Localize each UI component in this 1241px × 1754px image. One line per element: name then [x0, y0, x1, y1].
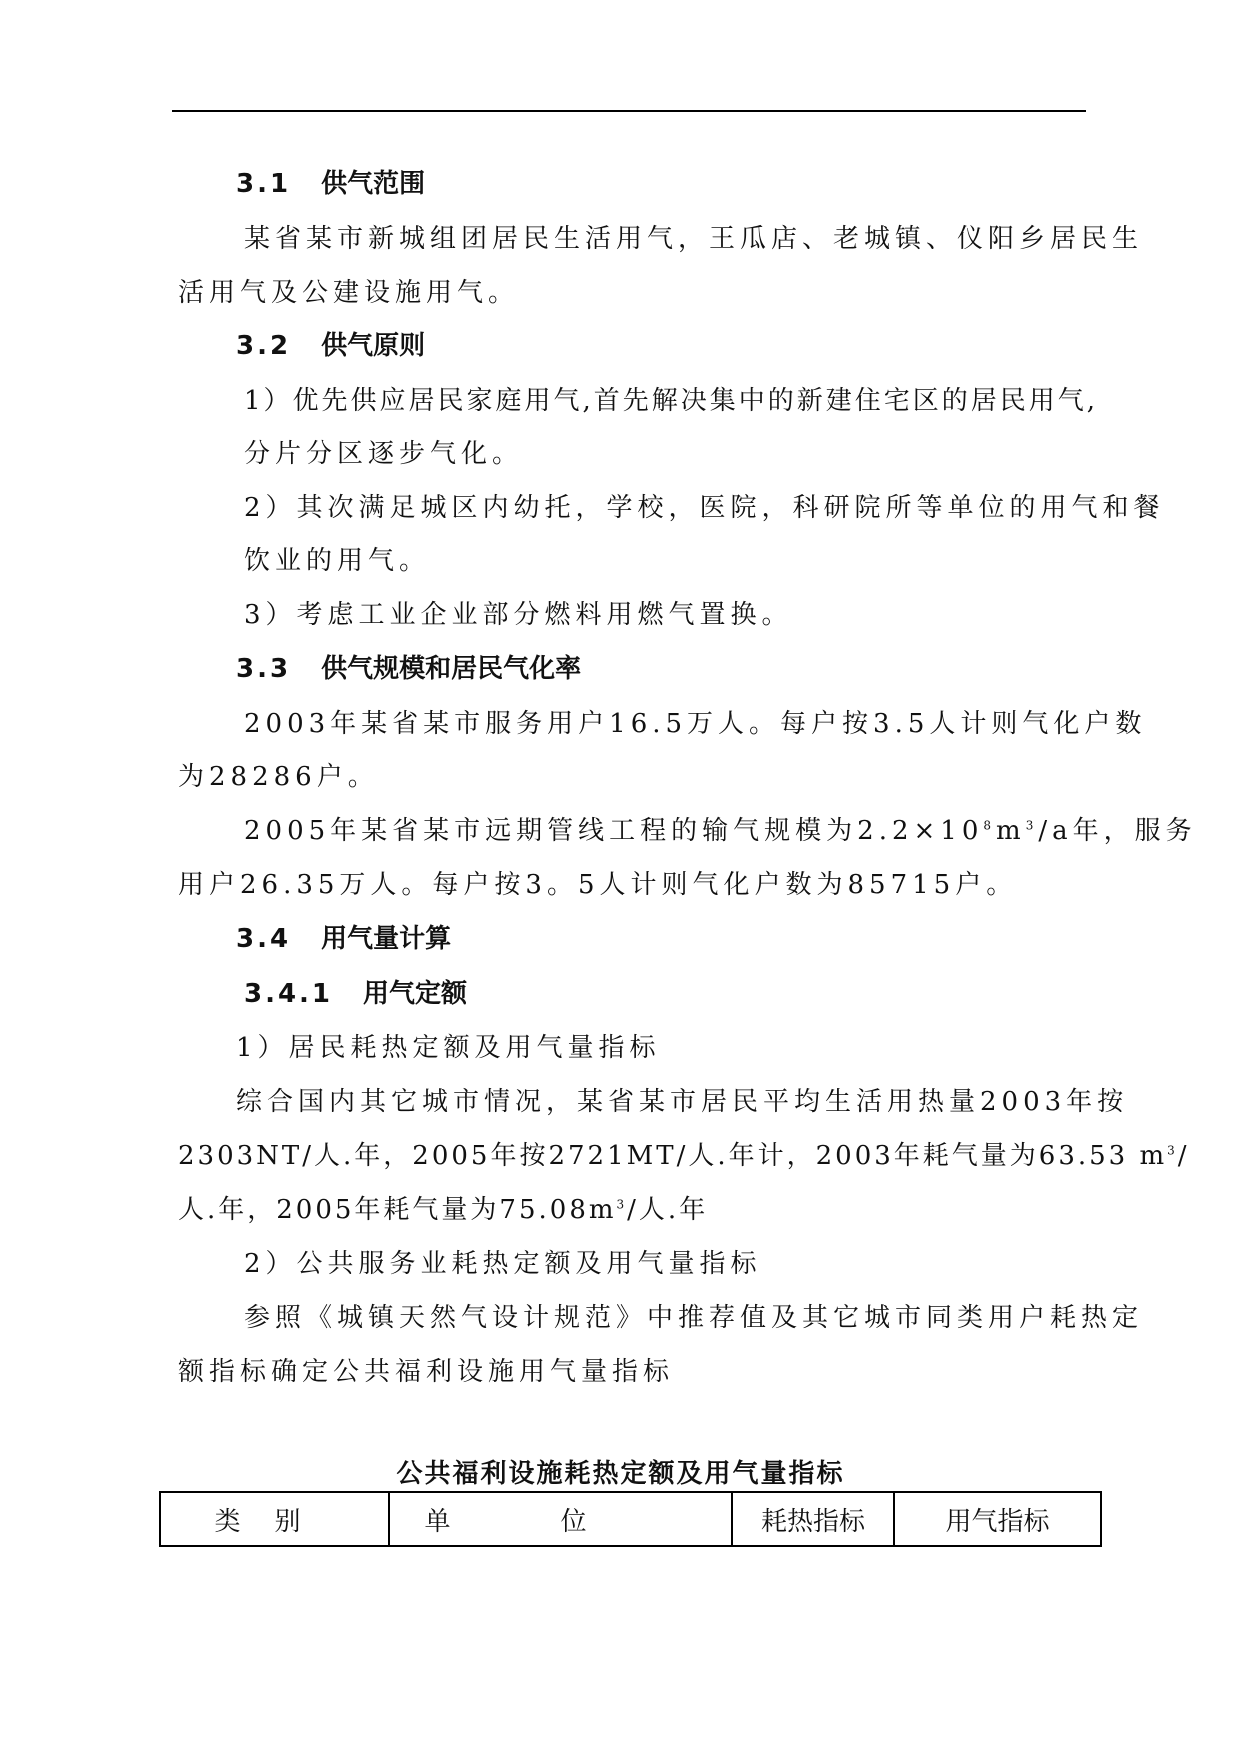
list-item-continuation: 分片分区逐步气化。 — [244, 439, 524, 469]
header-cell-category: 类别 — [160, 1492, 389, 1546]
list-item: 3）考虑工业企业部分燃料用燃气置换。 — [244, 600, 793, 630]
section-number: 3.3 — [236, 654, 292, 684]
subheading: 2）公共服务业耗热定额及用气量指标 — [244, 1249, 762, 1279]
section-title: 供气范围 — [321, 169, 426, 199]
list-item: 2）其次满足城区内幼托，学校，医院，科研院所等单位的用气和餐 — [244, 493, 1165, 523]
paragraph-line: 人.年，2005年耗气量为$75.08m^3/$人.年 — [178, 1195, 709, 1225]
paragraph-line: 某省某市新城组团居民生活用气，王瓜店、老城镇、仪阳乡居民生 — [244, 224, 1144, 254]
paragraph-line: 2005年某省某市远期管线工程的输气规模为$2.2\times 10^8m^3/a$年，服务 — [244, 816, 1197, 846]
section-title: 用气定额 — [363, 979, 468, 1009]
section-3-3-heading — [236, 648, 581, 685]
section-3-2-heading — [236, 325, 425, 362]
superscript: 3 — [1167, 1143, 1178, 1158]
subheading: 1）居民耗热定额及用气量指标 — [236, 1033, 661, 1063]
section-title: 供气原则 — [321, 331, 426, 361]
header-cell-gas-index: 用气指标 — [894, 1492, 1101, 1546]
section-title: 供气规模和居民气化率 — [321, 654, 582, 684]
section-title: 用气量计算 — [321, 924, 452, 954]
superscript: 3 — [616, 1197, 628, 1212]
paragraph-line: 参照《城镇天然气设计规范》中推荐值及其它城市同类用户耗热定 — [244, 1303, 1144, 1333]
table-header-row — [160, 1492, 1101, 1546]
consumption-table — [159, 1491, 1102, 1547]
paragraph-line: 用户26.35万人。每户按3。5人计则气化户数为85715户。 — [178, 870, 1018, 900]
table-caption: 公共福利设施耗热定额及用气量指标 — [396, 1459, 845, 1489]
paragraph-line: 综合国内其它城市情况，某省某市居民平均生活用热量2003年按 — [236, 1087, 1129, 1117]
list-item-continuation: 饮业的用气。 — [244, 546, 431, 576]
list-item: 1）优先供应居民家庭用气,首先解决集中的新建住宅区的居民用气, — [244, 386, 1099, 416]
section-number: 3.1 — [236, 169, 292, 199]
paragraph-line: 为28286户。 — [178, 762, 379, 792]
paragraph-line: 额指标确定公共福利设施用气量指标 — [178, 1357, 675, 1387]
paragraph-line: 2003年某省某市服务用户16.5万人。每户按3.5人计则气化户数 — [244, 709, 1147, 739]
section-3-4-1-heading — [244, 973, 467, 1010]
section-number: 3.2 — [236, 331, 292, 361]
header-rule — [172, 110, 1086, 112]
superscript: 8 — [983, 818, 997, 833]
paragraph-line: 活用气及公建设施用气。 — [178, 278, 520, 308]
section-number: 3.4 — [236, 924, 292, 954]
section-3-4-heading — [236, 918, 451, 955]
header-cell-heat-index: 耗热指标 — [732, 1492, 894, 1546]
header-cell-unit: 单位 — [389, 1492, 732, 1546]
paragraph-line: 2303NT/人.年，2005年按2721MT/人.年计，2003年耗气量为63.53 $m^3/$ — [178, 1141, 1190, 1171]
section-number: 3.4.1 — [244, 979, 334, 1009]
superscript: 3 — [1025, 818, 1039, 833]
section-3-1-heading — [236, 163, 425, 200]
